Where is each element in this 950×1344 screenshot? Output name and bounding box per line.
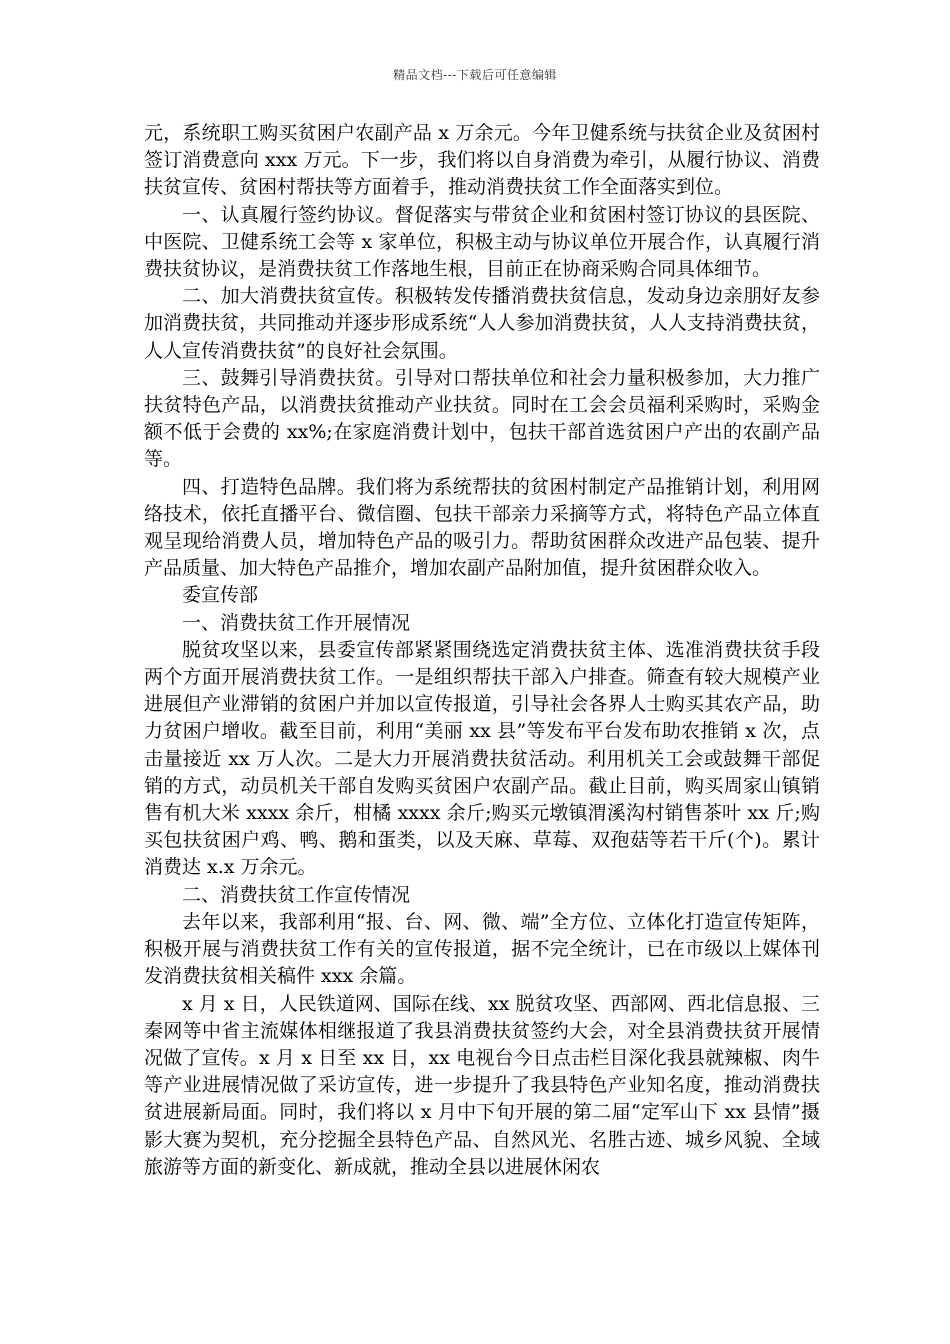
section-heading-work-status: 一、消费扶贫工作开展情况 [182, 611, 411, 634]
paragraph-publicity-matrix: 去年以来，我部利用“报、台、网、微、端”全方位、立体化打造宣传矩阵，积极开展与消费扶贫工作有关的宣传报道，据不完全统计，已在市级以上媒体刊发消费扶贫相关稿件 xxx 余篇。 [144, 910, 820, 988]
section-heading-department: 委宣传部 [182, 584, 259, 607]
paragraph-continuation: 元，系统职工购买贫困户农副产品 x 万余元。今年卫健系统与扶贫企业及贫困村签订消费意向 xxx 万元。下一步，我们将以自身消费为牵引，从履行协议、消费扶贫宣传、贫困村帮扶等方面着手，推动消费扶贫工作全面落实到位。 [144, 122, 820, 199]
section-heading-publicity: 二、消费扶贫工作宣传情况 [182, 883, 411, 906]
paragraph-encourage-guide: 三、鼓舞引导消费扶贫。引导对口帮扶单位和社会力量积极参加，大力推广扶贫特色产品，以消费扶贫推动产业扶贫。同时在工会会员福利采购时，采购金额不低于会费的 xx%;在家庭消费计划中，包扶干部首选贫困户产出的农副产品等。 [144, 366, 820, 471]
paragraph-fulfill-agreements: 一、认真履行签约协议。督促落实与带贫企业和贫困村签订协议的县医院、中医院、卫健系统工会等 x 家单位，积极主动与协议单位开展合作，认真履行消费扶贫协议，是消费扶贫工作落地生根，目前正在协商采购合同具体细节。 [144, 203, 820, 281]
paragraph-work-status: 脱贫攻坚以来，县委宣传部紧紧围绕选定消费扶贫主体、选准消费扶贫手段两个方面开展消费扶贫工作。一是组织帮扶干部入户排查。筛查有较大规模产业进展但产业滞销的贫困户并加以宣传报道，引导社会各界人士购买其农产品，助力贫困户增收。截至目前，利用“美丽 xx 县”等发布平台发布助农推销 x 次，点击量接近 xx 万人次。二是大力开展消费扶贫活动。利用机关工会或鼓舞干部促销的方式，动员机关干部自发购买贫困户农副产品。截止目前，购买周家山镇销售有机大米 xxxx 余斤，柑橘 xxxx 余斤;购买元墩镇渭溪沟村销售茶叶 xx 斤;购买包扶贫困户鸡、鸭、鹅和蛋类，以及天麻、草莓、双孢菇等若干斤(个)。累计消费达 x.x 万余元。 [144, 638, 820, 879]
document-body [144, 120, 820, 1181]
paragraph-promotion: 二、加大消费扶贫宣传。积极转发传播消费扶贫信息，发动身边亲朋好友参加消费扶贫，共同推动并逐步形成系统“人人参加消费扶贫，人人支持消费扶贫，人人宣传消费扶贫”的良好社会氛围。 [144, 285, 820, 362]
paragraph-featured-brand: 四、打造特色品牌。我们将为系统帮扶的贫困村制定产品推销计划，利用网络技术，依托直播平台、微信圈、包扶干部亲力采摘等方式，将特色产品立体直观呈现给消费人员，增加特色产品的吸引力。帮助贫困群众改进产品包装、提升产品质量、加大特色产品推介，增加农副产品附加值，提升贫困群众收入。 [144, 475, 820, 580]
paragraph-media-coverage: x 月 x 日，人民铁道网、国际在线、xx 脱贫攻坚、西部网、西北信息报、三秦网等中省主流媒体相继报道了我县消费扶贫签约大会，对全县消费扶贫开展情况做了宣传。x 月 x 日至 xx 日，xx 电视台今日点击栏目深化我县就辣椒、肉牛等产业进展情况做了采访宣传，进一步提升了我县特色产业知名度，推动消费扶贫进展新局面。同时，我们将以 x 月中下旬开展的第二届“定军山下 xx 县情”摄影大赛为契机，充分挖掘全县特色产品、自然风光、名胜古迹、城乡风貌、全域旅游等方面的新变化、新成就，推动全县以进展休闲农 [144, 992, 820, 1178]
page-header: 精品文档---下载后可任意编辑 [393, 68, 557, 82]
